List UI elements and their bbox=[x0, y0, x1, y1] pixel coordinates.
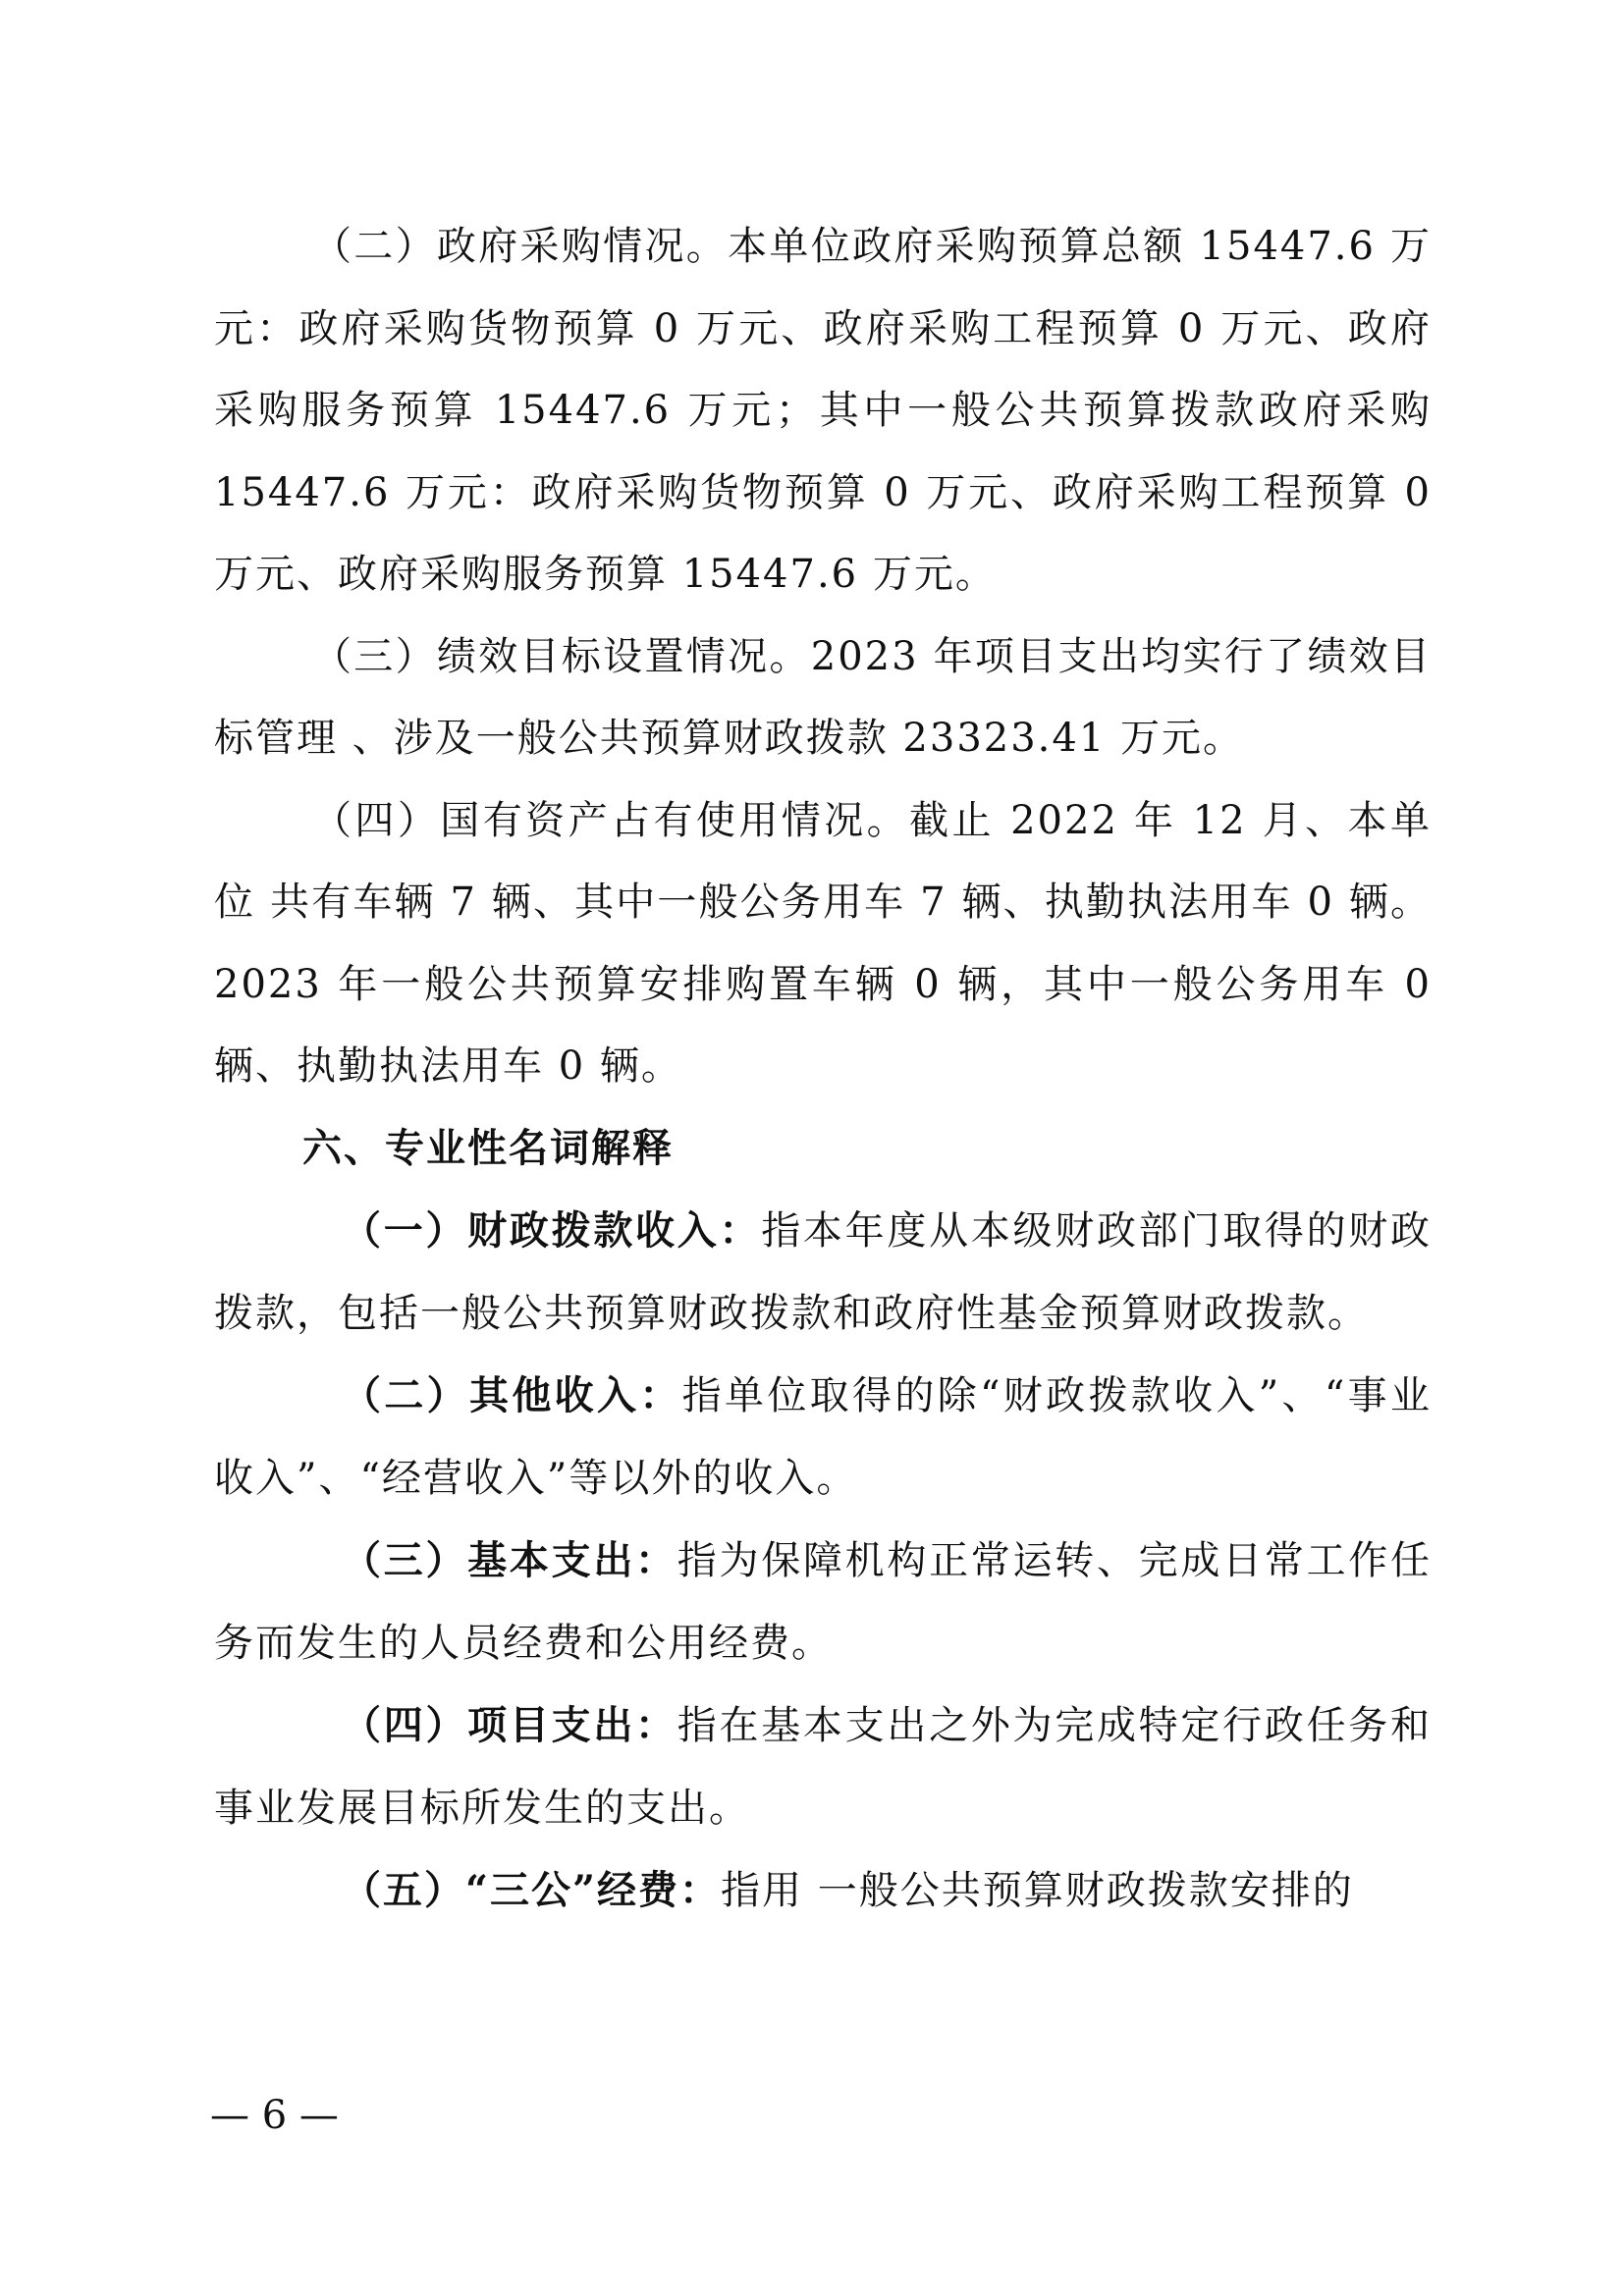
definition-fiscal-appropriation bbox=[214, 1190, 1432, 1355]
definition-term: （五）“三公”经费： bbox=[342, 1867, 722, 1913]
definition-text: 指用 一般公共预算财政拨款安排的 bbox=[721, 1868, 1354, 1913]
definition-three-public-expenses bbox=[214, 1849, 1432, 1933]
definition-term: （二）其他收入： bbox=[342, 1372, 682, 1418]
page-content bbox=[214, 206, 1432, 1933]
definition-term: （一）财政拨款收入： bbox=[342, 1207, 762, 1254]
definition-text: 指本年度从本级财政部门取得的财政拨款，包括一般公共预算财政拨款和政府性基金预算财政拨款。 bbox=[214, 1208, 1433, 1336]
definition-text: 指单位取得的除“财政拨款收入”、“事业收入”、“经营收入”等以外的收入。 bbox=[214, 1373, 1433, 1501]
definition-other-income bbox=[214, 1355, 1432, 1520]
definition-project-expenditure bbox=[214, 1684, 1432, 1849]
section-heading: 六、专业性名词解释 bbox=[302, 1125, 674, 1171]
page-number: — 6 — bbox=[210, 2093, 339, 2138]
paragraph-performance-targets: （三）绩效目标设置情况。2023 年项目支出均实行了绩效目标管理 、涉及一般公共预算财政拨款 23323.41 万元。 bbox=[214, 633, 1432, 761]
definition-text: 指为保障机构正常运转、完成日常工作任务而发生的人员经费和公用经费。 bbox=[214, 1538, 1433, 1666]
definition-basic-expenditure bbox=[214, 1520, 1432, 1684]
paragraph-state-assets: （四）国有资产占有使用情况。截止 2022 年 12 月、本单位 共有车辆 7 辆、其中一般公务用车 7 辆、执勤执法用车 0 辆。2023 年一般公共预算安排购置车辆 0 辆，其中一般公务用车 0 辆、执勤执法用车 0 辆。 bbox=[214, 797, 1432, 1089]
definition-term: （四）项目支出： bbox=[342, 1702, 677, 1748]
definition-text: 指在基本支出之外为完成特定行政任务和事业发展目标所发生的支出。 bbox=[214, 1703, 1433, 1831]
definition-term: （三）基本支出： bbox=[342, 1537, 677, 1583]
paragraph-government-procurement: （二）政府采购情况。本单位政府采购预算总额 15447.6 万元：政府采购货物预算 0 万元、政府采购工程预算 0 万元、政府采购服务预算 15447.6 万元；其中一般公共预算拨款政府采购 15447.6 万元：政府采购货物预算 0 万元、政府采购工程预算 0 万元、政府采购服务预算 15447.6 万元。 bbox=[214, 224, 1432, 597]
